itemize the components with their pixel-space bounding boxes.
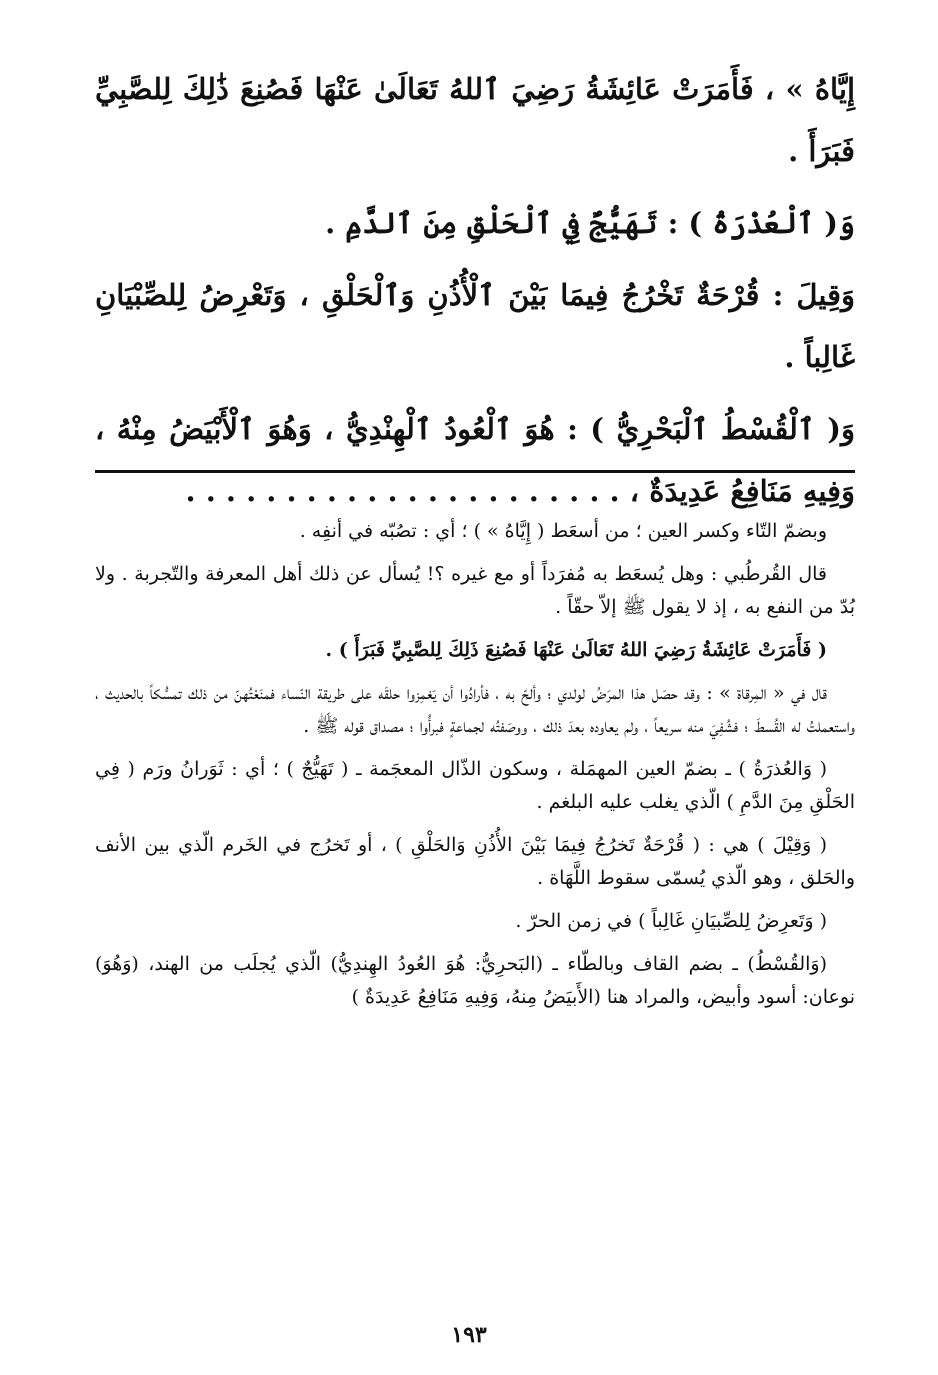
commentary-paragraph-1: وبضمّ التّاء وكسر العين ؛ من أسعَط ( إِيَّاهُ » ) ؛ أي : تصُبّه في أنفِه . (299, 520, 827, 542)
commentary-paragraph-4: قال في « المِرقاة » : وقد حصَل هذا المرَضُ لولدي ؛ وألحّ به ، فأرادُوا أن يَغمِزوا حلقَه على طريقة النّساء فمنَعْتُهنّ من ذلك تمسُّكاً بالحديث ، واستعملتُ له القُسطَ ؛ فشُفِيَ منه سريعاً ، ولم يعاوده بعدَ ذلك ، ووصَفتُه لجماعةٍ فبرأُوا ؛ مصداق قوله ﷺ . (95, 682, 855, 737)
footnote-divider (95, 470, 855, 473)
commentary-paragraph-2: قال القُرطُبي : وهل يُسعَط به مُفرَداً أو مع غيره ؟! يُسأل عن ذلك أهل المعرفة والتّجربة . ولا بُدّ من النفع به ، إذ لا يقول ﷺ إلاّ حقّاً . (95, 563, 855, 618)
main-paragraph-3: وَقِيلَ : قُرْحَةٌ تَخْرُجُ فِيمَا بَيْنَ ٱلْأُذُنِ وَٱلْحَلْقِ ، وَتَعْرِضُ لِلصِّبْيَانِ غَالِباً . (95, 278, 855, 374)
main-paragraph-1: إِيَّاهُ » ، فَأَمَرَتْ عَائِشَةُ رَضِيَ ٱللهُ تَعَالَىٰ عَنْهَا فَصُنِعَ ذَٰلِكَ لِلصَّبِيِّ فَبَرَأَ . (95, 72, 855, 168)
commentary-paragraph-3: ( فَأَمَرَتْ عَائِشَةُ رَضِيَ اللهُ تَعَالَىٰ عَنْهَا فَصُنِعَ ذَلِكَ لِلصَّبِيِّ فَبَرَأَ ) . (325, 639, 827, 661)
commentary-paragraph-7: ( وَتَعرِضُ لِلصِّبيَانِ غَالِباً ) في زمن الحرّ . (515, 910, 827, 932)
commentary-paragraph-8: (وَالقُسْطُ) ـ بضم القاف وبالطّاء ـ (البَحرِيُّ: هُوَ العُودُ الهِندِيُّ) الّذي يُجلَب من الهند، (وَهُوَ) نوعان: أسود وأبيض، والمراد هنا (الأَبيَضُ مِنهُ، وَفِيهِ مَنَافِعُ عَدِيدَةٌ ) (95, 953, 855, 1008)
commentary-paragraph-6: ( وَقِيْلَ ) هي : ( قُرْحَةٌ تَخرُجُ فِيمَا بَيْنَ الأُذُنِ وَالحَلْقِ ) ، أو تَخرُج في الخَرم الّذي بين الأنف والحَلق ، وهو الّذي يُسمّى سقوط اللَّهَاة . (95, 834, 855, 889)
main-paragraph-2: وَ( ٱلْعُذْرَةُ ) : تَهَيُّجٌ فِي ٱلْحَلْقِ مِنَ ٱلدَّمِ . (325, 206, 855, 240)
commentary-text (95, 515, 855, 1024)
main-paragraph-4: وَ( ٱلْقُسْطُ ٱلْبَحْرِيُّ ) : هُوَ ٱلْعُودُ ٱلْهِنْدِيُّ ، وَهُوَ ٱلْأَبْيَضُ مِنْهُ ، وَفِيهِ مَنَافِعُ عَدِيدَةٌ ، . . . . . . . . . . . . . . . . . . . . . . (95, 412, 855, 508)
main-text (95, 58, 855, 532)
commentary-paragraph-5: ( وَالعُذرَةُ ) ـ بضمّ العين المهمَلة ، وسكون الذّال المعجَمة ـ ( تَهَيُّجٌ ) ؛ أي : ثَوَرانُ ورَم ( فِي الحَلْقِ مِنَ الدَّمِ ) الّذي يغلب عليه البلغم . (95, 758, 855, 813)
page-number: ١٩٣ (451, 1322, 487, 1348)
